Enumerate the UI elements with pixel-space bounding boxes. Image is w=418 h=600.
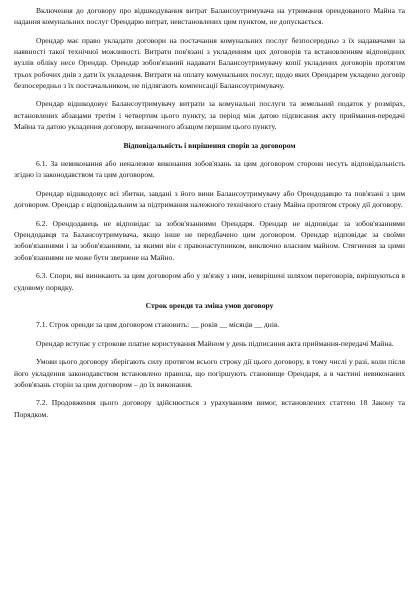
paragraph-6-1: 6.1. За невиконання або неналежне виконання зобов'язань за цим договором сторони несуть відповідальність згідно із законодавством та цим договором. <box>14 159 405 180</box>
paragraph-damages: Орендар відшкодовує всі збитки, завдані з його вини Балансоутримувачу або Орендодавцю та пов'язані з цим договором. Орендар є відповідальним за підтримання належного технічного стану Майна протягом строку дії договору. <box>14 189 405 210</box>
paragraph-7-2: 7.2. Продовження цього договору здійснюється з урахуванням вимог, встановлених статтею 18 Закону та Порядком. <box>14 398 405 419</box>
paragraph-expense-exclusion: Включення до договору про відшкодування витрат Балансоутримувача на утримання орендованого Майна та надання комунальних послуг Орендарю витрат, невстановлених цим пунктом, не допускається. <box>14 6 405 27</box>
paragraph-expense-reimbursement: Орендар відшкодовує Балансоутримувачу витрати за комунальні послуги та земельний податок у розмірах, встановлених абзацами третім і четвертим цього пункту, за період між датою підписання акту приймання-передачі Майна та датою укладення договору, визначеного абзацом першим цього пункту. <box>14 99 405 131</box>
paragraph-6-3: 6.3. Спори, які виникають за цим договором або у зв'язку з ним, невирішені шляхом переговорів, вирішуються в судовому порядку. <box>14 271 405 292</box>
paragraph-commencement: Орендар вступає у строкове платне користування Майном у день підписання акта приймання-передачі Майна. <box>36 338 394 348</box>
section-heading-lease-term: Строк оренди та зміна умов договору <box>145 301 274 311</box>
paragraph-7-1: 7.1. Строк оренди за цим договором становить: __ років __ місяців __ днів. <box>36 319 280 329</box>
paragraph-terms-validity: Умови цього договору зберігають силу протягом всього строку дії цього договору, в тому числі у разі, коли після його укладення законодавством встановлено правила, що погіршують становище Орендаря, а в частині невиконаних зобов'язань сторін за цим договором – до їх виконання. <box>14 357 405 389</box>
paragraph-6-2: 6.2. Орендодавець не відповідає за зобов'язаннями Орендаря. Орендар не відповідає за зобов'язаннями Орендодавця та Балансоутримувача, якщо інше не передбачено цим договором. Орендар відповідає за своїми зобов'язаннями і за зобов'язаннями, за якими він є правонаступником, виключно власним майном. Стягнення за цими зобов'язаннями не може бути звернене на Майно. <box>14 219 405 262</box>
section-heading-liability: Відповідальність і вирішення спорів за договором <box>123 140 296 150</box>
paragraph-utility-contracts: Орендар має право укладати договори на постачання комунальних послуг безпосередньо з їх надавачами за наявності такої технічної можливості. Витрати пов'язані з укладенням цих договорів та встановленням відповідних вузлів обліку несе Орендар. Орендар зобов'язаний надавати Балансоутримувачу копії укладених договорів протягом трьох робочих днів з дати їх укладення. Витрати на оплату комунальних послуг, щодо яких Орендарем укладено договір безпосередньо з їх постачальником, не підлягають компенсації Балансоутримувачу. <box>14 35 405 90</box>
